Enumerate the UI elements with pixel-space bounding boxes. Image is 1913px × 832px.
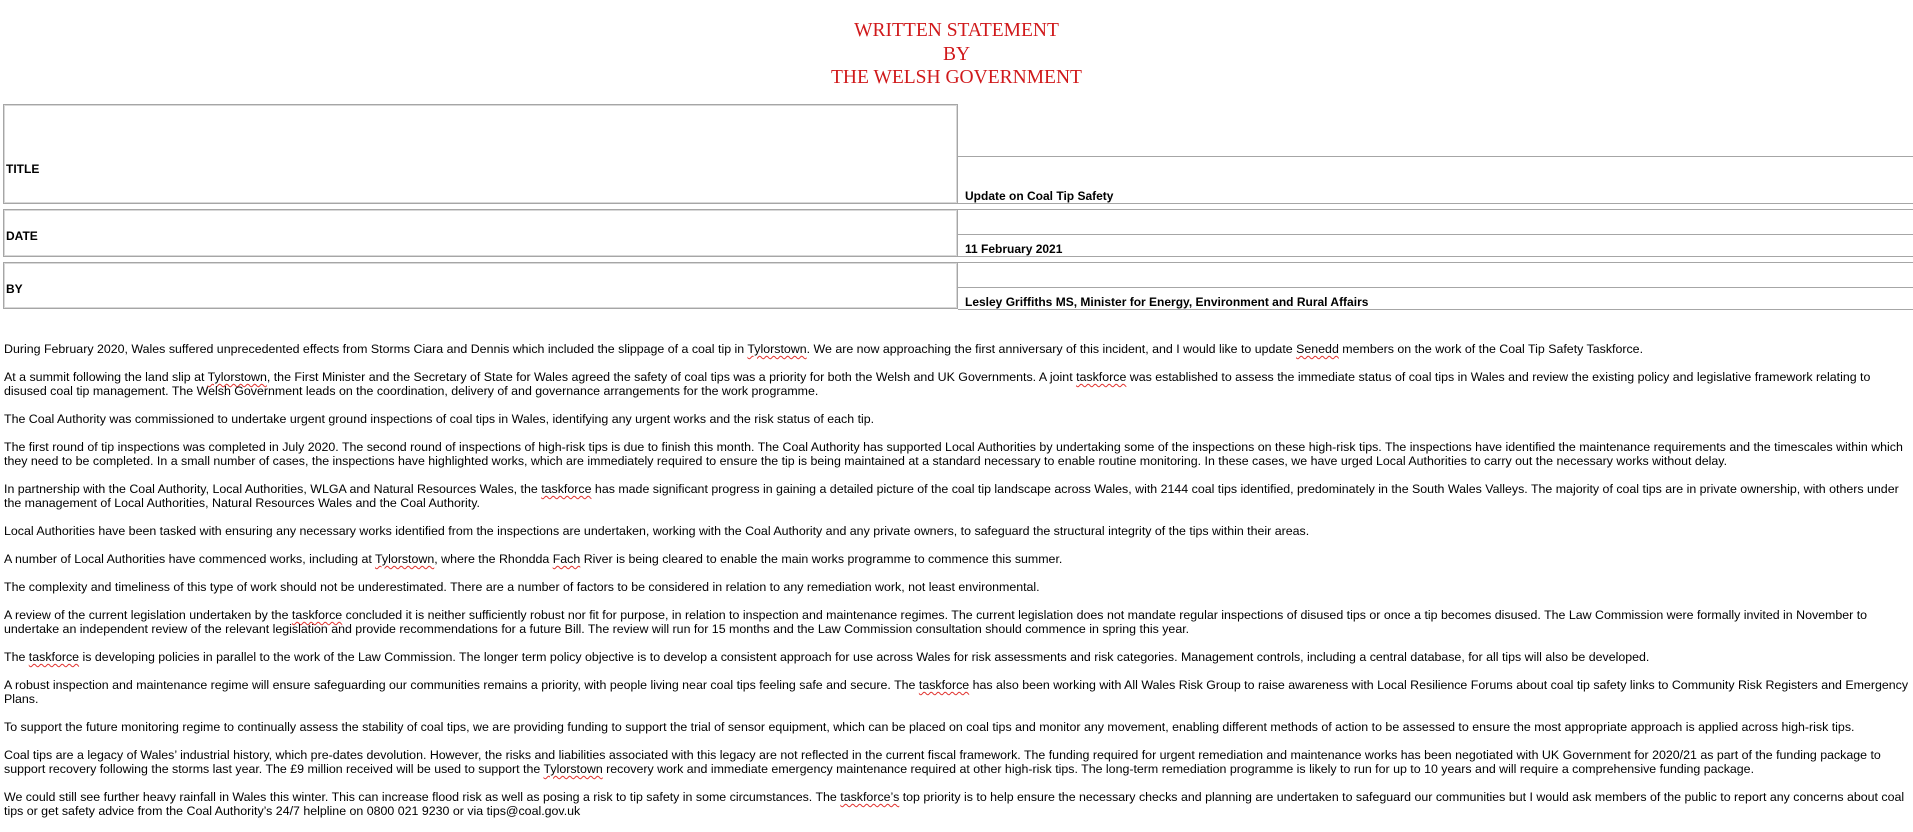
by-value-bottom-border [958,309,1913,310]
misspelled-word: taskforce’s [840,790,900,804]
text-run: Coal tips are a legacy of Wales’ industrial history, which pre-dates devolution. However, the risks and liabilities associated with this legacy are not reflected in the current fiscal framework. The funding required for urgent remediation and maintenance works has been negotiated with UK Government for 2020/21 as part of the funding package to support recovery following the storms last year. The £9 million received will be used to support the [4,748,1881,776]
paragraph-funding [4,748,1909,776]
text-run: is developing policies in parallel to the work of the Law Commission. The longer term policy objective is to develop a consistent approach for use across Wales for risk assessments and risk categories. Management controls, including a central database, for all tips will also be developed. [79,650,1650,664]
text-run: A review of the current legislation undertaken by the [4,608,292,622]
statement-header [0,19,1913,90]
text-run: During February 2020, Wales suffered unprecedented effects from Storms Ciara and Dennis which included the slippage of a coal tip in [4,342,748,356]
header-line-written-statement: WRITTEN STATEMENT [854,20,1059,41]
paragraph-summit [4,370,1909,398]
date-value-top-border [958,209,1913,210]
by-label-cell [3,262,958,309]
text-run: A number of Local Authorities have commenced works, including at [4,552,376,566]
title-value-top-border [958,156,1913,157]
paragraph-coal-authority: The Coal Authority was commissioned to undertake urgent ground inspections of coal tips in Wales, identifying any urgent works and the risk status of each tip. [4,412,875,426]
misspelled-word: Fach [552,552,581,566]
text-run: We could still see further heavy rainfall in Wales this winter. This can increase flood risk as well as posing a risk to tip safety in some circumstances. The [4,790,841,804]
text-run: recovery work and immediate emergency maintenance required at other high-risk tips. The long-term remediation programme is likely to run for up to 10 years and will require a comprehensive funding package. [602,762,1755,776]
text-run: River is being cleared to enable the main works programme to commence this summer. [580,552,1063,566]
text-run: In partnership with the Coal Authority, Local Authorities, WLGA and Natural Resources Wales, the [4,482,542,496]
text-run: . We are now approaching the first anniversary of this incident, and I would like to update [806,342,1297,356]
misspelled-word: taskforce [541,482,592,496]
date-value-mid-border [958,234,1913,235]
paragraph-partnership [4,482,1909,510]
misspelled-word: Senedd [1296,342,1339,356]
paragraph-inspection-regime [4,678,1909,706]
header-line-by: BY [942,43,971,65]
text-run: members on the work of the Coal Tip Safety Taskforce. [1338,342,1644,356]
paragraph-inspections: The first round of tip inspections was completed in July 2020. The second round of inspections of high-risk tips is due to finish this month. The Coal Authority has supported Local Authorities by undertaking some of the inspections on these high-risk tips. The inspections have identified the maintenance requirements and the timescales within which they need to be completed. In a small number of cases, the inspections have highlighted works, which are immediately required to ensure the tip is being maintained at a standard necessary to enable routine monitoring. In these cases, we have urged Local Authorities to carry out the necessary works without delay. [4,440,1903,468]
text-run: At a summit following the land slip at [4,370,208,384]
title-value: Update on Coal Tip Safety [965,189,1114,203]
misspelled-word: Tylorstown [747,342,807,356]
by-value-top-border [958,262,1913,263]
date-label: DATE [6,229,38,243]
text-run: A robust inspection and maintenance regime will ensure safeguarding our communities remains a priority, with people living near coal tips feeling safe and secure. The [4,678,919,692]
paragraph-rainfall [4,790,1909,818]
paragraph-legislation-review [4,608,1909,636]
misspelled-word: taskforce [1076,370,1127,384]
header-line-welsh-government: THE WELSH GOVERNMENT [831,67,1082,88]
date-label-cell [3,209,958,257]
misspelled-word: Tylorstown [207,370,267,384]
paragraph-storms [4,342,1909,356]
statement-body [4,342,1909,832]
date-value-bottom-border [958,256,1913,257]
misspelled-word: taskforce [28,650,80,664]
paragraph-monitoring: To support the future monitoring regime to continually assess the stability of coal tips, we are providing funding to support the trial of sensor equipment, which can be placed on coal tips and monitor any movement, enabling different methods of action to be assessed to ensure the most appropriate approach is applied across high-risk tips. [4,720,1855,734]
misspelled-word: Tylorstown [543,762,603,776]
paragraph-complexity: The complexity and timeliness of this type of work should not be underestimated. There are a number of factors to be considered in relation to any remediation work, not least environmental. [4,580,1040,594]
misspelled-word: taskforce [291,608,343,622]
by-value: Lesley Griffiths MS, Minister for Energy, Environment and Rural Affairs [965,295,1369,309]
date-value: 11 February 2021 [965,242,1063,256]
text-run: , where the Rhondda [434,552,553,566]
paragraph-local-authorities: Local Authorities have been tasked with ensuring any necessary works identified from the inspections are undertaken, working with the Coal Authority and any private owners, to safeguard the structural integrity of the tips within their areas. [4,524,1310,538]
paragraph-policies [4,650,1909,664]
paragraph-works-commenced [4,552,1909,566]
misspelled-word: taskforce [918,678,970,692]
text-run: has also been working with All Wales Risk Group to raise awareness with Local Resilience Forums about coal tip safety links to Community Risk Registers and Emergency Plans. [4,678,1909,706]
text-run: top priority is to help ensure the necessary checks and planning are undertaken to safeguard our communities but I would ask members of the public to report any concerns about coal tips or get safety advice from the Coal Authority’s 24/7 helpline on 0800 021 9230 or via tips@coal.gov.uk [4,790,1905,818]
by-label: BY [6,282,23,296]
misspelled-word: Tylorstown [375,552,435,566]
title-label-cell [3,104,958,204]
text-run: has made significant progress in gaining a detailed picture of the coal tip landscape across Wales, with 2144 coal tips identified, predominately in the South Wales Valleys. The majority of coal tips are in private ownership, with others under the management of Local Authorities, Natural Resources Wales and the Coal Authority. [4,482,1899,510]
title-value-bottom-border [958,203,1913,204]
text-run: was established to assess the immediate status of coal tips in Wales and review the existing policy and legislative framework relating to disused coal tip management. The Welsh Government leads on the coordination, delivery of and governance arrangements for the work programme. [4,370,1871,398]
by-value-mid-border [958,287,1913,288]
text-run: , the First Minister and the Secretary of State for Wales agreed the safety of coal tips was a priority for both the Welsh and UK Governments. A joint [266,370,1077,384]
text-run: concluded it is neither sufficiently robust nor fit for purpose, in relation to inspection and maintenance regimes. The current legislation does not mandate regular inspections of disused tips or once a tip becomes disused. The Law Commission were formally invited in November to undertake an independent review of the relevant legislation and provide recommendations for a future Bill. The review will run for 15 months and the Law Commission consultation should commence in spring this year. [4,608,1868,636]
title-label: TITLE [6,162,40,176]
text-run: The [4,650,29,664]
